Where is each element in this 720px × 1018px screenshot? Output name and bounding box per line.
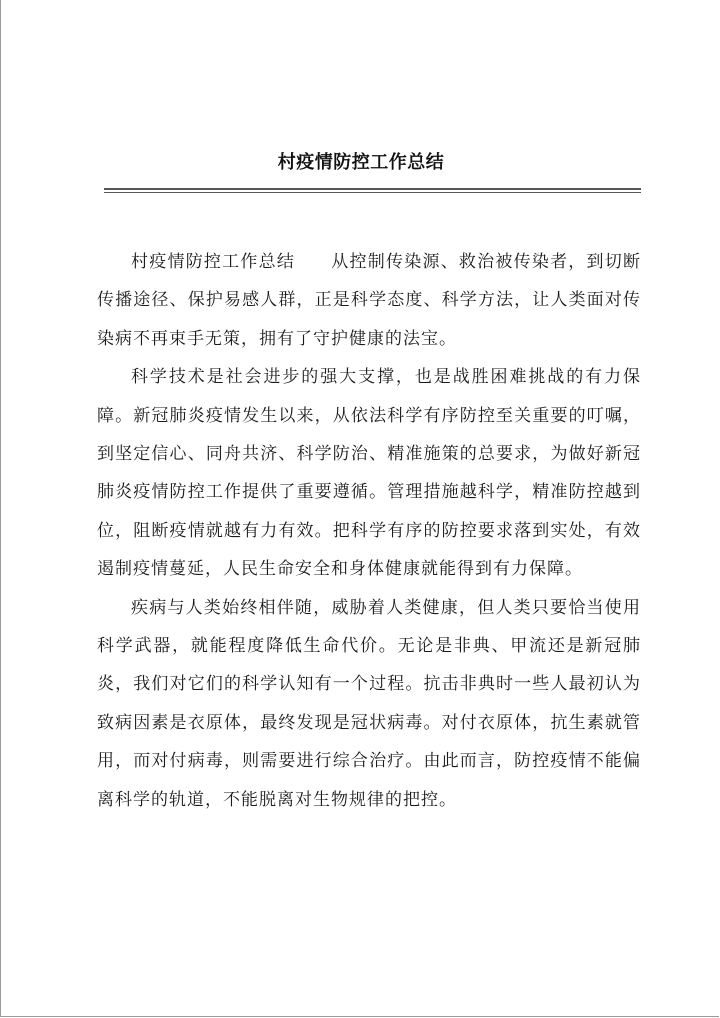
paragraph-2 [97,358,641,588]
paragraph-lead-title: 村疫情防控工作总结 [131,252,296,272]
paragraph-2-text: 科学技术是社会进步的强大支撑，也是战胜困难挑战的有力保障。新冠肺炎疫情发生以来，从依法科学有序防控至关重要的叮嘱，到坚定信心、同舟共济、科学防治、精准施策的总要求，为做好新冠肺炎疫情防控工作提供了重要遵循。管理措施越科学，精准防控越到位，阻断疫情就越有力有效。把科学有序的防控要求落到实处，有效遏制疫情蔓延，人民生命安全和身体健康就能得到有力保障。 [97,367,641,580]
paragraph-3-text: 疾病与人类始终相伴随，威胁着人类健康，但人类只要恰当使用科学武器，就能程度降低生命代价。无论是非典、甲流还是新冠肺炎，我们对它们的科学认知有一个过程。抗击非典时一些人最初认为致病因素是衣原体，最终发现是冠状病毒。对付衣原体，抗生素就管用，而对付病毒，则需要进行综合治疗。由此而言，防控疫情不能偏离科学的轨道，不能脱离对生物规律的把控。 [97,597,641,810]
title-divider [104,188,641,193]
paragraph-1 [97,243,641,358]
paragraph-1-text: 从控制传染源、救治被传染者，到切断传播途径、保护易感人群，正是科学态度、科学方法，让人类面对传染病不再束手无策，拥有了守护健康的法宝。 [97,252,642,349]
document-title: 村疫情防控工作总结 [277,152,445,173]
paragraph-3 [97,589,641,819]
document-body [97,243,641,819]
